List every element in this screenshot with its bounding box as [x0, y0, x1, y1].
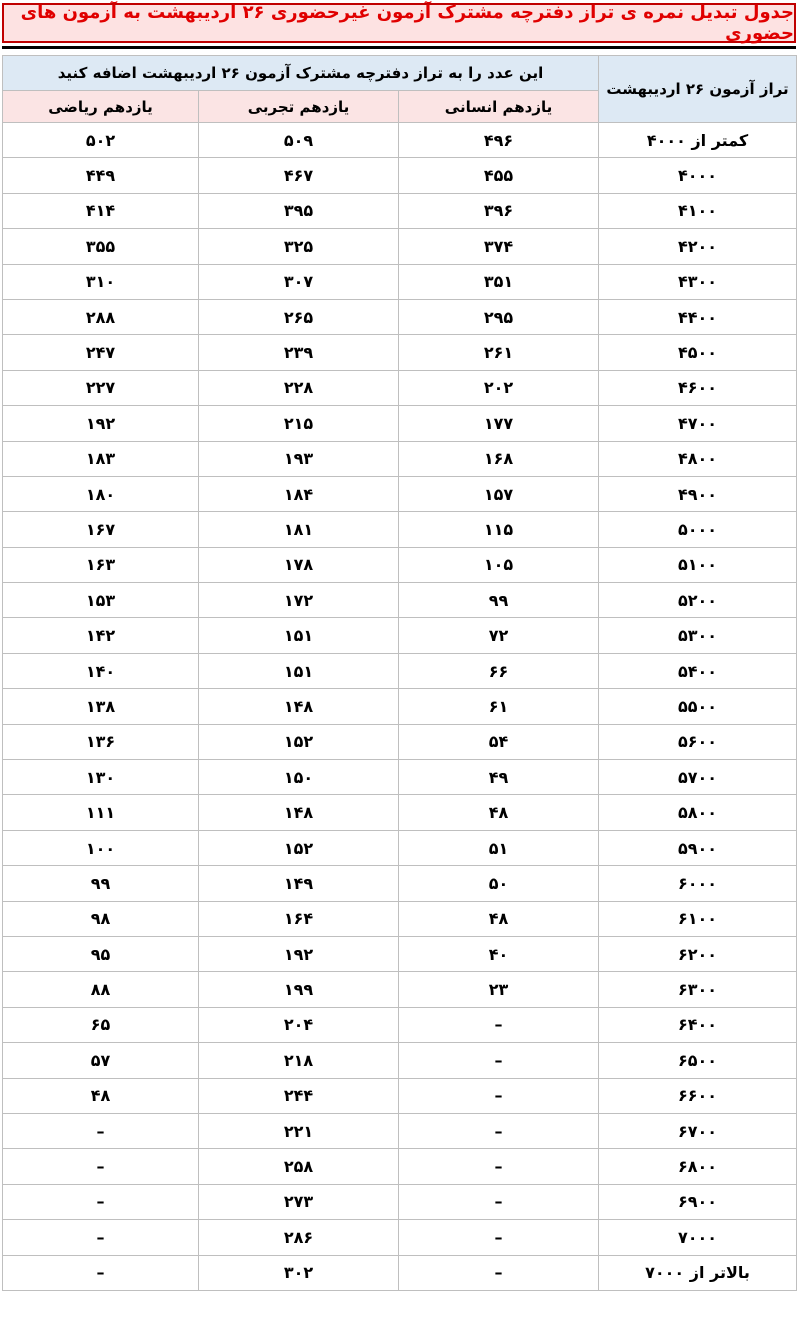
- cell-ensani: –: [399, 1078, 599, 1113]
- cell-riazi: ۲۲۷: [3, 370, 199, 405]
- table-row: [3, 1007, 797, 1042]
- cell-taraz: ۴۸۰۰: [599, 441, 797, 476]
- cell-riazi: –: [3, 1149, 199, 1184]
- cell-taraz: ۴۵۰۰: [599, 335, 797, 370]
- cell-tajrobi: ۲۳۹: [199, 335, 399, 370]
- cell-riazi: ۴۸: [3, 1078, 199, 1113]
- cell-tajrobi: ۲۰۴: [199, 1007, 399, 1042]
- cell-tajrobi: ۲۱۸: [199, 1043, 399, 1078]
- cell-tajrobi: ۱۸۴: [199, 476, 399, 511]
- cell-taraz: ۵۹۰۰: [599, 830, 797, 865]
- table-row: [3, 547, 797, 582]
- cell-riazi: ۱۹۲: [3, 406, 199, 441]
- cell-ensani: ۷۲: [399, 618, 599, 653]
- cell-ensani: ۶۱: [399, 689, 599, 724]
- table-row: [3, 1255, 797, 1290]
- cell-taraz: ۵۴۰۰: [599, 653, 797, 688]
- table-row: [3, 229, 797, 264]
- cell-ensani: ۲۹۵: [399, 299, 599, 334]
- cell-tajrobi: ۵۰۹: [199, 123, 399, 158]
- table-row: [3, 299, 797, 334]
- cell-riazi: –: [3, 1255, 199, 1290]
- cell-tajrobi: ۱۹۲: [199, 936, 399, 971]
- cell-tajrobi: ۱۵۰: [199, 760, 399, 795]
- cell-taraz: ۶۷۰۰: [599, 1113, 797, 1148]
- cell-riazi: ۱۱۱: [3, 795, 199, 830]
- table-row: [3, 1149, 797, 1184]
- cell-tajrobi: ۱۷۸: [199, 547, 399, 582]
- cell-ensani: ۴۵۵: [399, 158, 599, 193]
- table-row: [3, 264, 797, 299]
- cell-riazi: ۵۰۲: [3, 123, 199, 158]
- cell-taraz: ۷۰۰۰: [599, 1220, 797, 1255]
- cell-tajrobi: ۲۷۳: [199, 1184, 399, 1219]
- cell-taraz: ۶۱۰۰: [599, 901, 797, 936]
- table-body: [3, 123, 797, 1291]
- cell-riazi: ۴۱۴: [3, 193, 199, 228]
- cell-ensani: –: [399, 1007, 599, 1042]
- cell-tajrobi: ۱۵۱: [199, 653, 399, 688]
- cell-tajrobi: ۱۸۱: [199, 512, 399, 547]
- cell-riazi: ۱۳۸: [3, 689, 199, 724]
- header-tajrobi: یازدهم تجربی: [199, 91, 399, 123]
- cell-taraz: ۴۲۰۰: [599, 229, 797, 264]
- table-row: [3, 724, 797, 759]
- cell-taraz: ۵۸۰۰: [599, 795, 797, 830]
- table-row: [3, 1078, 797, 1113]
- cell-tajrobi: ۲۶۵: [199, 299, 399, 334]
- cell-ensani: ۳۹۶: [399, 193, 599, 228]
- table-row: [3, 1220, 797, 1255]
- cell-riazi: ۴۴۹: [3, 158, 199, 193]
- cell-taraz: ۵۶۰۰: [599, 724, 797, 759]
- table-row: [3, 1113, 797, 1148]
- cell-ensani: ۵۰: [399, 866, 599, 901]
- cell-taraz: ۶۵۰۰: [599, 1043, 797, 1078]
- cell-ensani: ۳۷۴: [399, 229, 599, 264]
- cell-riazi: ۱۳۰: [3, 760, 199, 795]
- cell-riazi: ۱۳۶: [3, 724, 199, 759]
- table-row: [3, 406, 797, 441]
- table-row: [3, 1043, 797, 1078]
- cell-tajrobi: ۱۷۲: [199, 583, 399, 618]
- cell-taraz: کمتر از ۴۰۰۰: [599, 123, 797, 158]
- cell-taraz: ۶۶۰۰: [599, 1078, 797, 1113]
- header-riazi: یازدهم ریاضی: [3, 91, 199, 123]
- cell-tajrobi: ۲۵۸: [199, 1149, 399, 1184]
- cell-tajrobi: ۳۲۵: [199, 229, 399, 264]
- cell-tajrobi: ۱۹۹: [199, 972, 399, 1007]
- cell-riazi: ۹۵: [3, 936, 199, 971]
- cell-ensani: ۱۵۷: [399, 476, 599, 511]
- cell-tajrobi: ۲۴۴: [199, 1078, 399, 1113]
- cell-tajrobi: ۱۴۸: [199, 689, 399, 724]
- cell-tajrobi: ۳۹۵: [199, 193, 399, 228]
- table-row: [3, 335, 797, 370]
- cell-taraz: ۶۳۰۰: [599, 972, 797, 1007]
- cell-ensani: ۵۱: [399, 830, 599, 865]
- cell-ensani: ۲۰۲: [399, 370, 599, 405]
- table-row: [3, 830, 797, 865]
- cell-riazi: ۱۵۳: [3, 583, 199, 618]
- cell-ensani: –: [399, 1184, 599, 1219]
- table-row: [3, 972, 797, 1007]
- cell-taraz: ۶۲۰۰: [599, 936, 797, 971]
- cell-riazi: ۳۵۵: [3, 229, 199, 264]
- table-row: [3, 653, 797, 688]
- cell-taraz: ۵۱۰۰: [599, 547, 797, 582]
- cell-tajrobi: ۳۰۲: [199, 1255, 399, 1290]
- cell-taraz: ۴۰۰۰: [599, 158, 797, 193]
- cell-riazi: ۱۴۲: [3, 618, 199, 653]
- cell-ensani: ۴۹۶: [399, 123, 599, 158]
- cell-taraz: ۴۳۰۰: [599, 264, 797, 299]
- cell-riazi: ۱۸۰: [3, 476, 199, 511]
- cell-tajrobi: ۳۰۷: [199, 264, 399, 299]
- cell-taraz: ۴۷۰۰: [599, 406, 797, 441]
- cell-taraz: ۴۹۰۰: [599, 476, 797, 511]
- cell-tajrobi: ۱۵۲: [199, 830, 399, 865]
- cell-ensani: –: [399, 1149, 599, 1184]
- table-row: [3, 583, 797, 618]
- table-row: [3, 158, 797, 193]
- cell-ensani: –: [399, 1255, 599, 1290]
- cell-riazi: ۲۸۸: [3, 299, 199, 334]
- cell-ensani: ۵۴: [399, 724, 599, 759]
- cell-taraz: بالاتر از ۷۰۰۰: [599, 1255, 797, 1290]
- cell-taraz: ۶۸۰۰: [599, 1149, 797, 1184]
- cell-riazi: ۱۶۷: [3, 512, 199, 547]
- table-row: [3, 123, 797, 158]
- cell-ensani: ۴۹: [399, 760, 599, 795]
- cell-ensani: –: [399, 1043, 599, 1078]
- cell-ensani: –: [399, 1220, 599, 1255]
- header-taraz: تراز آزمون ۲۶ اردیبهشت: [599, 56, 797, 123]
- cell-riazi: –: [3, 1113, 199, 1148]
- cell-ensani: ۱۱۵: [399, 512, 599, 547]
- cell-tajrobi: ۲۸۶: [199, 1220, 399, 1255]
- cell-taraz: ۴۴۰۰: [599, 299, 797, 334]
- table-row: [3, 618, 797, 653]
- cell-ensani: ۱۷۷: [399, 406, 599, 441]
- table-row: [3, 936, 797, 971]
- cell-tajrobi: ۲۲۱: [199, 1113, 399, 1148]
- table-row: [3, 760, 797, 795]
- cell-tajrobi: ۱۴۸: [199, 795, 399, 830]
- cell-ensani: ۹۹: [399, 583, 599, 618]
- cell-taraz: ۵۳۰۰: [599, 618, 797, 653]
- cell-tajrobi: ۱۶۴: [199, 901, 399, 936]
- cell-ensani: ۳۵۱: [399, 264, 599, 299]
- cell-ensani: ۶۶: [399, 653, 599, 688]
- cell-ensani: ۱۶۸: [399, 441, 599, 476]
- cell-riazi: ۳۱۰: [3, 264, 199, 299]
- header-ensani: یازدهم انسانی: [399, 91, 599, 123]
- cell-riazi: ۲۴۷: [3, 335, 199, 370]
- cell-tajrobi: ۴۶۷: [199, 158, 399, 193]
- table-row: [3, 795, 797, 830]
- cell-riazi: ۱۰۰: [3, 830, 199, 865]
- cell-tajrobi: ۱۴۹: [199, 866, 399, 901]
- cell-ensani: ۴۰: [399, 936, 599, 971]
- cell-tajrobi: ۲۲۸: [199, 370, 399, 405]
- cell-riazi: –: [3, 1220, 199, 1255]
- cell-ensani: ۲۳: [399, 972, 599, 1007]
- page-title: جدول تبدیل نمره ی تراز دفترچه مشترک آزمون غیرحضوری ۲۶ اردیبهشت به آزمون های حضوری: [2, 3, 796, 43]
- title-divider: [2, 46, 796, 49]
- cell-riazi: ۵۷: [3, 1043, 199, 1078]
- conversion-table: [2, 55, 797, 1291]
- cell-taraz: ۵۵۰۰: [599, 689, 797, 724]
- cell-riazi: –: [3, 1184, 199, 1219]
- cell-taraz: ۶۰۰۰: [599, 866, 797, 901]
- cell-riazi: ۹۹: [3, 866, 199, 901]
- cell-ensani: ۴۸: [399, 901, 599, 936]
- cell-riazi: ۱۴۰: [3, 653, 199, 688]
- cell-ensani: –: [399, 1113, 599, 1148]
- cell-taraz: ۵۰۰۰: [599, 512, 797, 547]
- table-row: [3, 901, 797, 936]
- cell-taraz: ۴۱۰۰: [599, 193, 797, 228]
- cell-tajrobi: ۱۹۳: [199, 441, 399, 476]
- table-row: [3, 1184, 797, 1219]
- cell-ensani: ۲۶۱: [399, 335, 599, 370]
- cell-taraz: ۵۷۰۰: [599, 760, 797, 795]
- cell-riazi: ۶۵: [3, 1007, 199, 1042]
- cell-taraz: ۴۶۰۰: [599, 370, 797, 405]
- cell-taraz: ۶۹۰۰: [599, 1184, 797, 1219]
- header-group: این عدد را به تراز دفترچه مشترک آزمون ۲۶ اردیبهشت اضافه کنید: [3, 56, 599, 91]
- cell-riazi: ۱۸۳: [3, 441, 199, 476]
- cell-tajrobi: ۲۱۵: [199, 406, 399, 441]
- cell-ensani: ۱۰۵: [399, 547, 599, 582]
- cell-tajrobi: ۱۵۲: [199, 724, 399, 759]
- cell-riazi: ۸۸: [3, 972, 199, 1007]
- table-row: [3, 441, 797, 476]
- cell-taraz: ۵۲۰۰: [599, 583, 797, 618]
- table-row: [3, 512, 797, 547]
- table-row: [3, 866, 797, 901]
- table-row: [3, 370, 797, 405]
- cell-tajrobi: ۱۵۱: [199, 618, 399, 653]
- table-row: [3, 193, 797, 228]
- cell-ensani: ۴۸: [399, 795, 599, 830]
- table-row: [3, 476, 797, 511]
- cell-taraz: ۶۴۰۰: [599, 1007, 797, 1042]
- cell-riazi: ۱۶۳: [3, 547, 199, 582]
- table-row: [3, 689, 797, 724]
- cell-riazi: ۹۸: [3, 901, 199, 936]
